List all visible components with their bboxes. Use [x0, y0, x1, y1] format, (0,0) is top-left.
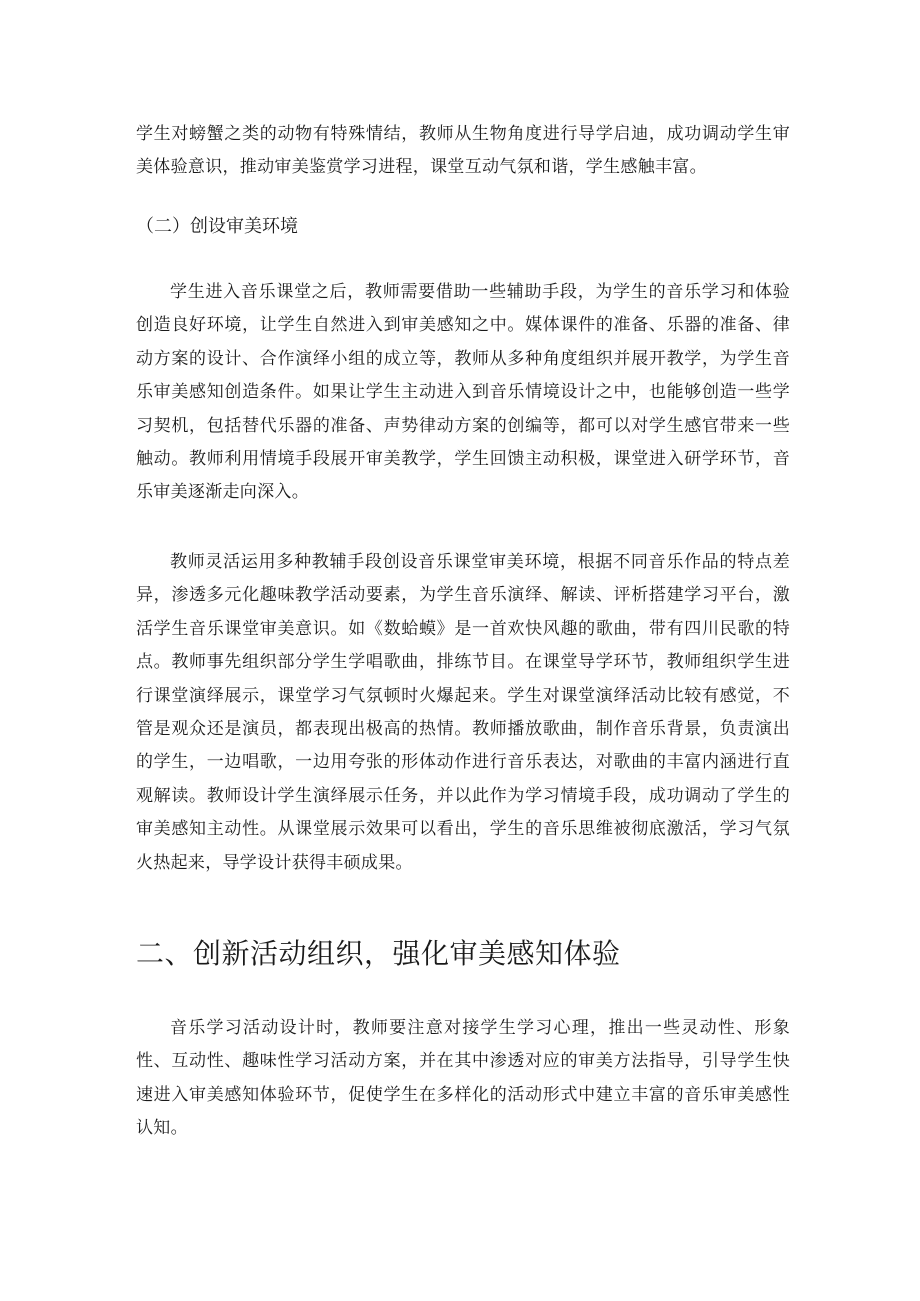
paragraph-continued: 学生对螃蟹之类的动物有特殊情结，教师从生物角度进行导学启迪，成功调动学生审美体验意识，推动审美鉴赏学习进程，课堂互动气氛和谐，学生感触丰富。	[136, 124, 790, 178]
paragraph-environment-2: 教师灵活运用多种教辅手段创设音乐课堂审美环境，根据不同音乐作品的特点差异，渗透多元化趣味教学活动要素，为学生音乐演绎、解读、评析搭建学习平台，激活学生音乐课堂审美意识。如《数蛤蟆》是一首欢快风趣的歌曲，带有四川民歌的特点。教师事先组织部分学生学唱歌曲，排练节目。在课堂导学环节，教师组织学生进行课堂演绎展示，课堂学习气氛顿时火爆起来。学生对课堂演绎活动比较有感觉，不管是观众还是演员，都表现出极高的热情。教师播放歌曲，制作音乐背景，负责演出的学生，一边唱歌，一边用夸张的形体动作进行音乐表达，对歌曲的丰富内涵进行直观解读。教师设计学生演绎展示任务，并以此作为学习情境手段，成功调动了学生的审美感知主动性。从课堂展示效果可以看出，学生的音乐思维被彻底激活，学习气氛火热起来，导学设计获得丰硕成果。	[136, 552, 790, 873]
section-heading: 二、创新活动组织，强化审美感知体验	[136, 937, 621, 970]
paragraph-environment-1: 学生进入音乐课堂之后，教师需要借助一些辅助手段，为学生的音乐学习和体验创造良好环境，让学生自然进入到审美感知之中。媒体课件的准备、乐器的准备、律动方案的设计、合作演绎小组的成立等，教师从多种角度组织并展开教学，为学生音乐审美感知创造条件。如果让学生主动进入到音乐情境设计之中，也能够创造一些学习契机，包括替代乐器的准备、声势律动方案的创编等，都可以对学生感官带来一些触动。教师利用情境手段展开审美教学，学生回馈主动积极，课堂进入研学环节，音乐审美逐渐走向深入。	[136, 282, 790, 503]
section-subheading: （二）创设审美环境	[136, 216, 298, 237]
paragraph-activity: 音乐学习活动设计时，教师要注意对接学生学习心理，推出一些灵动性、形象性、互动性、趣味性学习活动方案，并在其中渗透对应的审美方法指导，引导学生快速进入审美感知体验环节，促使学生在多样化的活动形式中建立丰富的音乐审美感性认知。	[136, 1018, 790, 1139]
